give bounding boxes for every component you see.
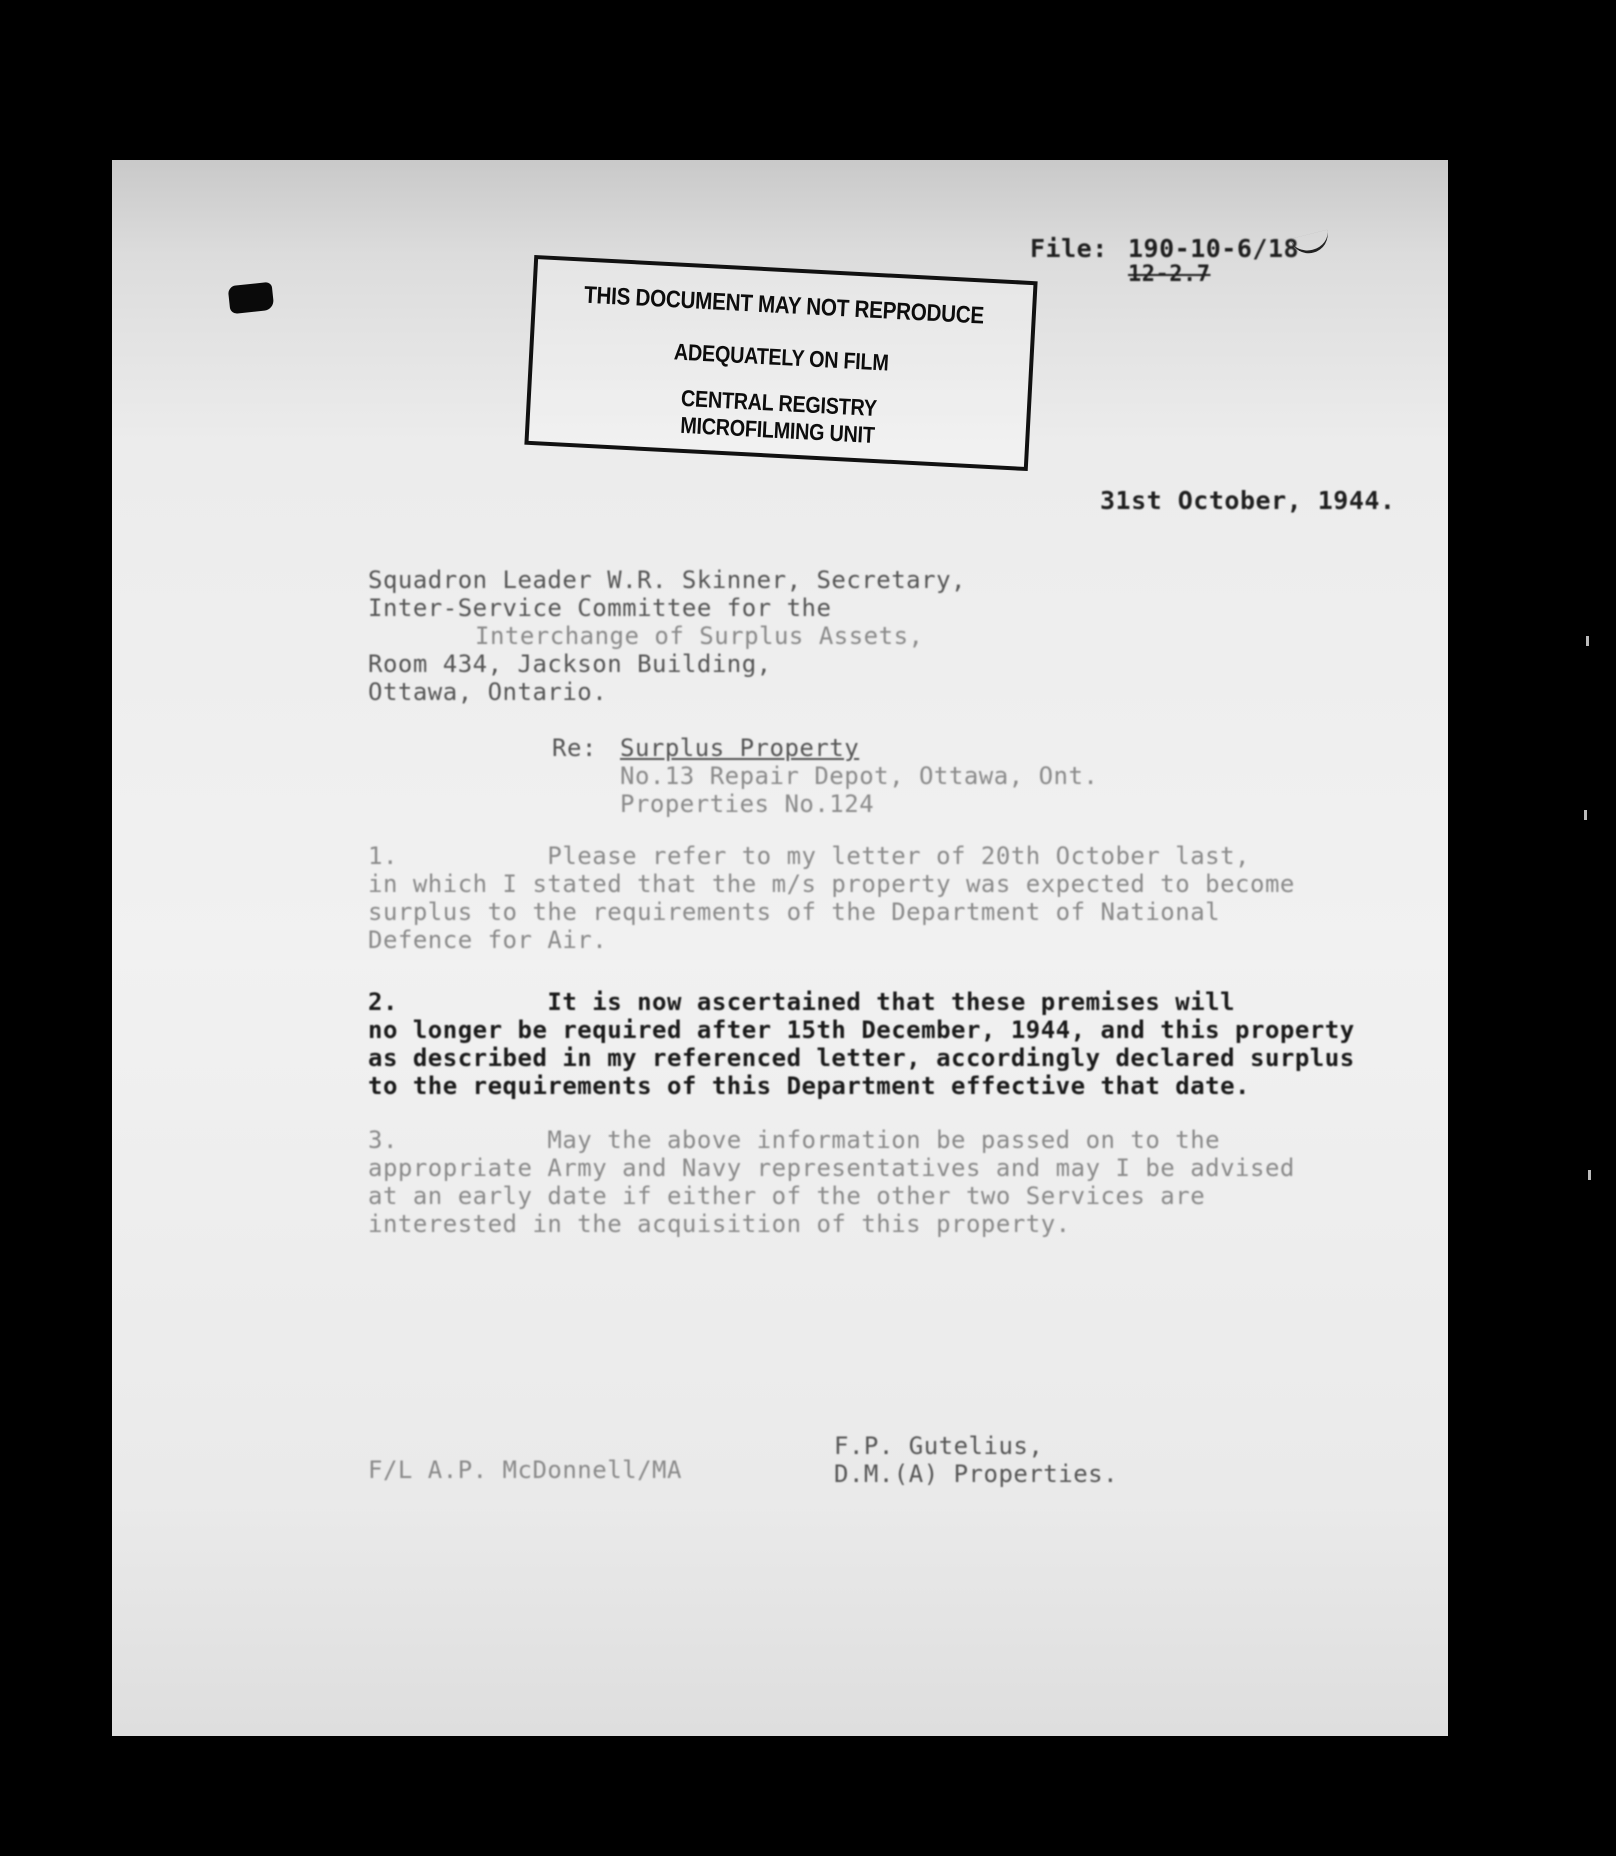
scan-speck xyxy=(1588,1170,1591,1180)
subject-line-3: Properties No.124 xyxy=(620,790,875,818)
address-line-1: Squadron Leader W.R. Skinner, Secretary, xyxy=(368,566,966,594)
address-line-2: Inter-Service Committee for the xyxy=(368,594,832,622)
file-label: File: xyxy=(1030,234,1108,263)
subject-title: Surplus Property xyxy=(620,734,860,762)
paragraph-1: 1. Please refer to my letter of 20th October last, in which I stated that the m/s property was expected to become surplus to the requirements of the Department of National Defence for Air. xyxy=(368,842,1295,954)
address-line-4: Room 434, Jackson Building, xyxy=(368,650,772,678)
file-number: 190-10-6/18 xyxy=(1128,234,1300,263)
file-number-crossed: 12-2.7 xyxy=(1128,262,1211,287)
signature-block xyxy=(834,1432,1118,1488)
subject-label: Re: xyxy=(552,734,597,762)
paragraph-3: 3. May the above information be passed on to the appropriate Army and Navy representatives and may I be advised at an early date if either of the other two Services are interested in the acquisition of this property. xyxy=(368,1126,1295,1238)
stamp-line-3: CENTRAL REGISTRY xyxy=(680,384,878,422)
address-line-5: Ottawa, Ontario. xyxy=(368,678,608,706)
signature-title: D.M.(A) Properties. xyxy=(834,1460,1119,1488)
address-line-3: Interchange of Surplus Assets, xyxy=(475,622,924,650)
microfilm-stamp xyxy=(524,255,1037,471)
stamp-line-2: ADEQUATELY ON FILM xyxy=(673,338,890,376)
stamp-line-1: THIS DOCUMENT MAY NOT REPRODUCE xyxy=(583,281,985,330)
signature-reference: F/L A.P. McDonnell/MA xyxy=(368,1456,682,1484)
stamp-line-4: MICROFILMING UNIT xyxy=(679,411,876,448)
scan-speck xyxy=(1586,636,1589,646)
paragraph-2: 2. It is now ascertained that these premises will no longer be required after 15th December, 1944, and this property as described in my referenced letter, accordingly declared surplus to the requirements of this Department effective that date. xyxy=(368,988,1355,1100)
scan-speck xyxy=(1584,810,1587,820)
subject-line-2: No.13 Repair Depot, Ottawa, Ont. xyxy=(620,762,1099,790)
signature-name: F.P. Gutelius, xyxy=(834,1432,1044,1460)
letter-date: 31st October, 1944. xyxy=(1100,486,1396,515)
punch-hole-mark xyxy=(228,282,275,314)
